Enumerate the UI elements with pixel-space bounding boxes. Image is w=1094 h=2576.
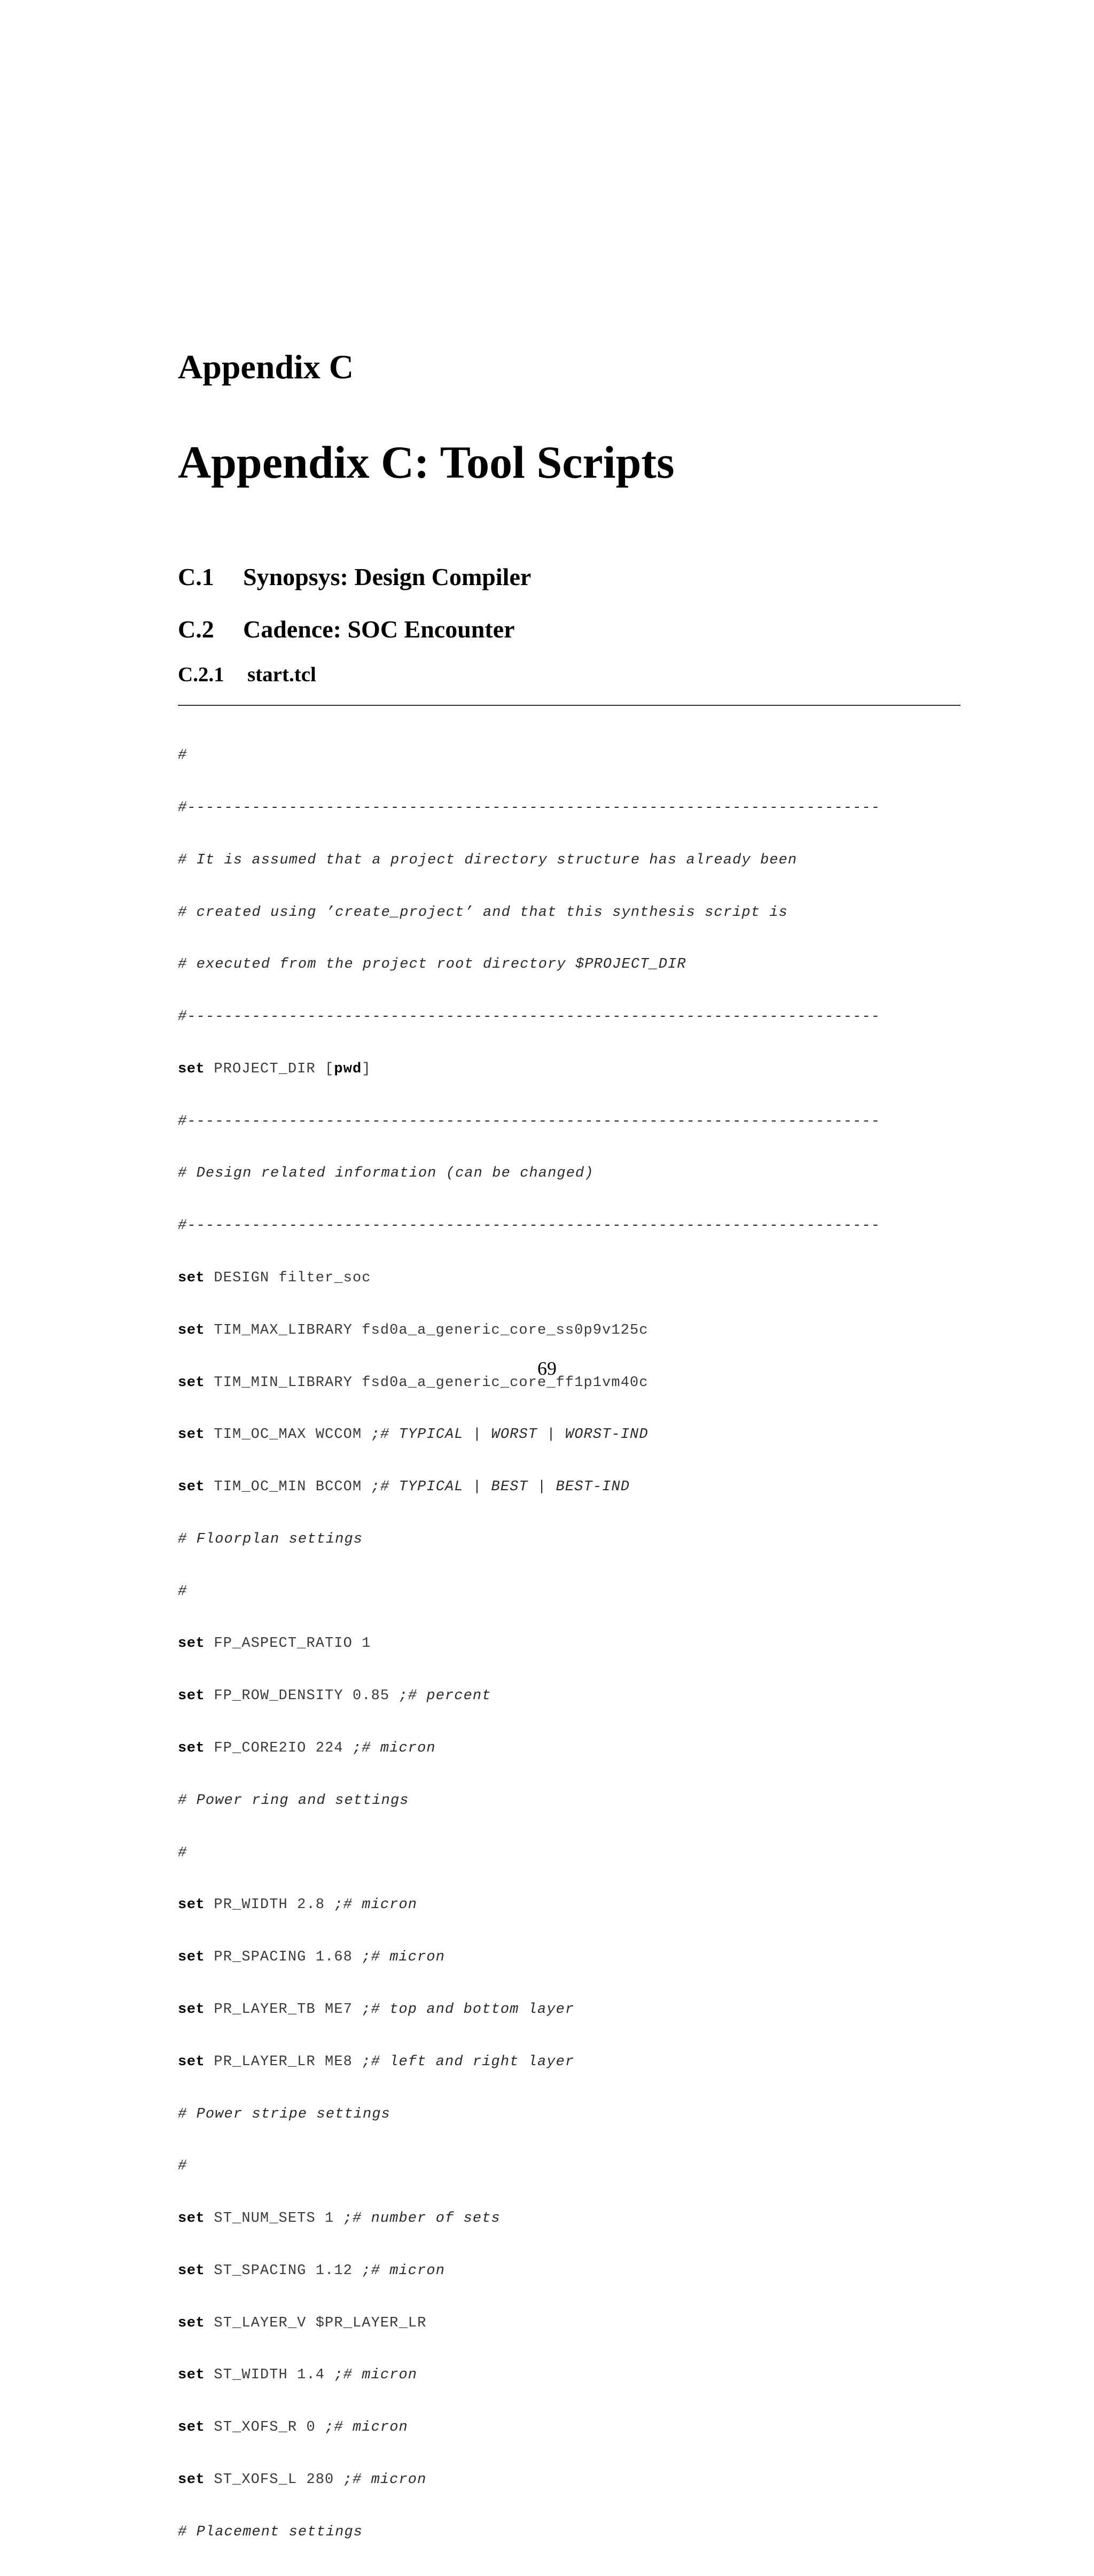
section-number: C.1 [178,563,214,590]
section-title: Synopsys: Design Compiler [243,563,532,590]
code-line: #--------------------------------------------------------------------------- [178,799,880,816]
code-line: set TIM_MIN_LIBRARY fsd0a_a_generic_core_ff1p1vm40c [178,1374,648,1391]
section-heading-c2 [178,617,515,642]
code-line: set TIM_OC_MAX WCCOM ;# TYPICAL | WORST | WORST-IND [178,1427,648,1443]
code-line: set ST_LAYER_V $PR_LAYER_LR [178,2315,427,2331]
code-top-rule [178,705,960,706]
page-number: 69 [537,1358,557,1379]
code-line: set ST_XOFS_L 280 ;# micron [178,2471,427,2488]
code-line: # Power stripe settings [178,2106,390,2122]
code-line: # Power ring and settings [178,1792,409,1809]
code-line: # Floorplan settings [178,1531,363,1547]
code-line: # [178,748,187,764]
code-line: # [178,2158,187,2175]
code-line: # It is assumed that a project directory structure has already been [178,852,798,868]
code-line: # executed from the project root directory $PROJECT_DIR [178,956,686,973]
code-line: set PR_WIDTH 2.8 ;# micron [178,1897,418,1913]
code-line: set FP_CORE2IO 224 ;# micron [178,1740,436,1757]
code-line: set ST_NUM_SETS 1 ;# number of sets [178,2211,501,2227]
code-line: set FP_ASPECT_RATIO 1 [178,1636,371,1652]
subsection-number: C.2.1 [178,663,224,686]
chapter-title: Appendix C: Tool Scripts [178,437,675,488]
code-line: # Placement settings [178,2524,363,2540]
code-line: set ST_WIDTH 1.4 ;# micron [178,2367,418,2384]
code-line: set ST_XOFS_R 0 ;# micron [178,2419,408,2436]
code-line: # [178,1845,187,1861]
subsection-title: start.tcl [247,663,316,686]
section-number: C.2 [178,616,214,643]
code-listing [178,712,960,2576]
code-line: set PR_LAYER_LR ME8 ;# left and right layer [178,2053,575,2070]
subsection-heading-c21 [178,664,316,685]
code-line: set DESIGN filter_soc [178,1270,371,1286]
code-line: # [178,1583,187,1600]
code-line: set TIM_OC_MIN BCCOM ;# TYPICAL | BEST | BEST-IND [178,1479,630,1496]
chapter-label: Appendix C [178,348,354,386]
section-title: Cadence: SOC Encounter [243,616,515,643]
section-heading-c1 [178,565,531,589]
code-line: # Design related information (can be changed) [178,1165,594,1182]
code-line: # created using ’create_project’ and that this synthesis script is [178,904,788,921]
code-line: #--------------------------------------------------------------------------- [178,1113,880,1130]
code-line: set PR_SPACING 1.68 ;# micron [178,1949,446,1966]
code-line: set FP_ROW_DENSITY 0.85 ;# percent [178,1688,491,1705]
code-line: set ST_SPACING 1.12 ;# micron [178,2262,446,2279]
code-line: set PROJECT_DIR [pwd] [178,1061,371,1077]
code-line: #--------------------------------------------------------------------------- [178,1218,880,1234]
code-line: #--------------------------------------------------------------------------- [178,1009,880,1025]
code-line: set PR_LAYER_TB ME7 ;# top and bottom layer [178,2001,575,2018]
code-line: set TIM_MAX_LIBRARY fsd0a_a_generic_core_ss0p9v125c [178,1322,648,1338]
